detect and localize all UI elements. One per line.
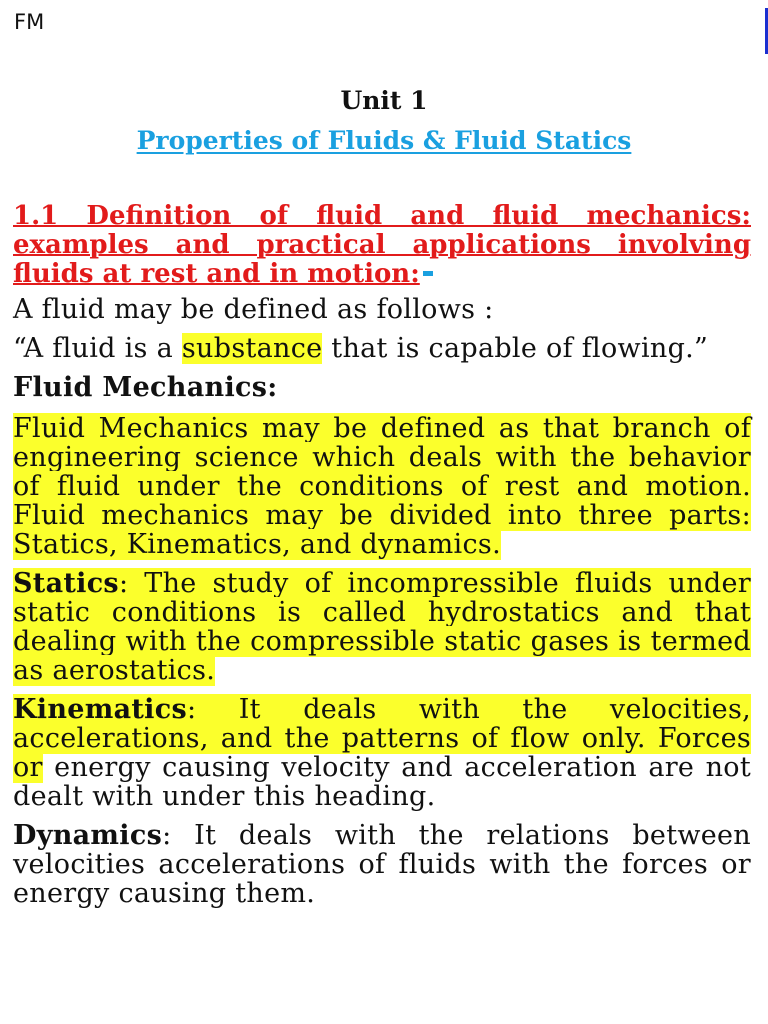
dynamics-paragraph [13, 821, 751, 908]
fm-paragraph [13, 414, 751, 559]
statics-paragraph [13, 569, 751, 685]
section-heading-text: 1.1 Definition of fluid and fluid mechanics: examples and practical applications involving fluids at rest and in motion: [13, 201, 751, 289]
definition-quote [13, 334, 751, 363]
kinematics-term: Kinematics [13, 694, 187, 725]
dynamics-term: Dynamics [13, 820, 163, 851]
header-label: FM [14, 10, 45, 34]
statics-term: Statics [13, 568, 119, 599]
cursor-marker [423, 271, 433, 276]
kinematics-paragraph [13, 695, 751, 811]
fm-text: Fluid Mechanics may be defined as that branch of engineering science which deals with the behavior of fluid under the conditions of rest and motion. Fluid mechanics may be divided into three parts: Statics, Kinematics, and dynamics. [13, 413, 751, 560]
unit-subtitle: Properties of Fluids & Fluid Statics [136, 126, 632, 155]
statics-block [13, 568, 751, 686]
statics-text: : The study of incompressible fluids under static conditions is called hydrostatics and that dealing with the compressible static gases is termed as aerostatics. [13, 568, 751, 686]
fm-heading: Fluid Mechanics: [13, 372, 278, 403]
quote-highlight: substance [181, 333, 323, 364]
quote-text-before: “A fluid is a [13, 333, 182, 364]
kinematics-rest: energy causing velocity and acceleration are not dealt with under this heading. [13, 752, 751, 812]
unit-title: Unit 1 [340, 86, 428, 115]
kinematics-highlight: : It deals with the velocities, accelerations, and the patterns of flow only. Forces or [13, 694, 751, 783]
quote-text-after: that is capable of flowing.” [322, 333, 709, 364]
section-heading [13, 202, 751, 289]
intro-paragraph: A fluid may be defined as follows : [13, 294, 494, 325]
dynamics-text: : It deals with the relations between velocities accelerations of fluids with the forces or energy causing them. [13, 820, 751, 909]
document-body [13, 202, 751, 908]
